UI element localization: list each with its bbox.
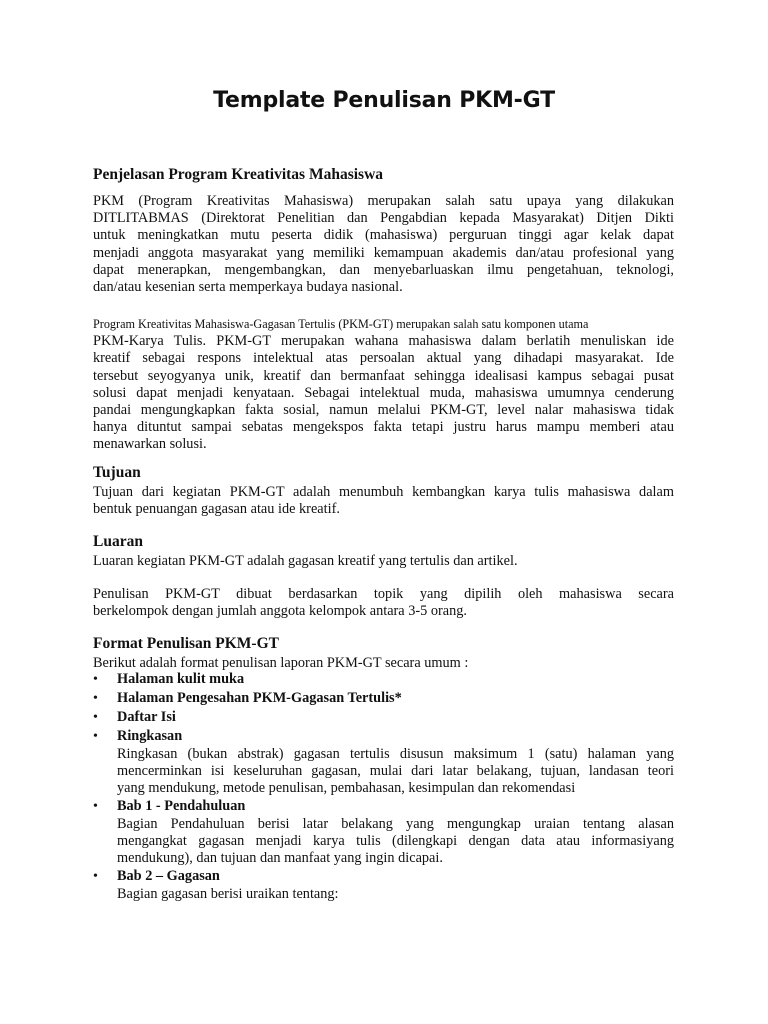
text-line: berkelompok dengan jumlah anggota kelompok antara 3-5 orang. xyxy=(93,603,467,620)
paragraph-tujuan xyxy=(93,484,674,518)
text-line: untuk meningkatkan mutu peserta didik (mahasiswa) perguruan tinggi agar kelak dapat xyxy=(93,227,674,244)
text-line: dapat menerapkan, mengembangkan, dan menyebarluaskan ilmu pengetahuan, teknologi, xyxy=(93,261,674,278)
list-item-description xyxy=(117,816,674,868)
text-line: kreatif sebagai respons intelektual atas persoalan aktual yang dihadapi masyarakat. Ide xyxy=(93,350,674,367)
bullet-icon: • xyxy=(93,691,98,706)
bullet-icon: • xyxy=(93,710,98,725)
bullet-icon: • xyxy=(93,729,98,744)
list-item-label: Bab 2 – Gagasan xyxy=(117,868,220,884)
paragraph-penulisan xyxy=(93,586,674,620)
text-line: tersebut seyogyanya unik, kreatif dan bermanfaat sehingga idealisasi kampus sebagai pusat xyxy=(93,367,674,384)
paragraph-pkm-gt-definition xyxy=(93,316,674,454)
list-item-description xyxy=(117,886,674,903)
text-line: solusi dapat menjadi kenyataan. Sebagai intelektual muda, mahasiswa umumnya cenderung xyxy=(93,384,674,401)
text-line: mendukung), dan tujuan dan manfaat yang ingin dicapai. xyxy=(117,850,443,867)
list-item-label: Daftar Isi xyxy=(117,709,176,725)
document-title: Template Penulisan PKM-GT xyxy=(213,88,555,113)
text-line: PKM (Program Kreativitas Mahasiswa) merupakan salah satu upaya yang dilakukan xyxy=(93,193,674,209)
section-heading-penjelasan: Penjelasan Program Kreativitas Mahasiswa xyxy=(93,166,384,183)
text-line: Ringkasan (bukan abstrak) gagasan tertulis disusun maksimum 1 (satu) halaman yang xyxy=(117,746,674,762)
section-heading-format: Format Penulisan PKM-GT xyxy=(93,635,279,652)
text-line: Penulisan PKM-GT dibuat berdasarkan topik yang dipilih oleh mahasiswa secara xyxy=(93,586,674,602)
text-line: PKM-Karya Tulis. PKM-GT merupakan wahana mahasiswa dalam berlatih menuliskan ide xyxy=(93,333,674,350)
section-heading-luaran: Luaran xyxy=(93,533,143,550)
paragraph-pkm-definition xyxy=(93,193,674,296)
text-line: DITLITABMAS (Direktorat Penelitian dan Pengabdian kepada Masyarakat) Ditjen Dikti xyxy=(93,210,674,227)
text-line: Bagian gagasan berisi uraikan tentang: xyxy=(117,886,339,902)
text-line: mengangkat gagasan menjadi karya tulis (dilengkapi dengan data atau informasiyang xyxy=(117,833,674,850)
text-line: mencerminkan isi keseluruhan gagasan, mulai dari latar belakang, tujuan, landasan teori xyxy=(117,763,674,780)
text-line: yang mendukung, metode penulisan, pembahasan, kesimpulan dan rekomendasi xyxy=(117,780,576,797)
bullet-icon: • xyxy=(93,869,98,884)
text-line: Berikut adalah format penulisan laporan PKM-GT secara umum : xyxy=(93,655,469,671)
bullet-icon: • xyxy=(93,672,98,687)
text-line: Tujuan dari kegiatan PKM-GT adalah menumbuh kembangkan karya tulis mahasiswa dalam xyxy=(93,484,674,500)
paragraph-format-intro xyxy=(93,655,674,672)
list-item-label: Bab 1 - Pendahuluan xyxy=(117,798,246,814)
text-line: Program Kreativitas Mahasiswa-Gagasan Tertulis (PKM-GT) merupakan salah satu komponen utama xyxy=(93,317,589,331)
bullet-icon: • xyxy=(93,799,98,814)
section-heading-tujuan: Tujuan xyxy=(93,464,141,481)
text-line: menjadi anggota masyarakat yang memiliki kemampuan akademis dan/atau profesional yang xyxy=(93,244,674,261)
text-line: Luaran kegiatan PKM-GT adalah gagasan kreatif yang tertulis dan artikel. xyxy=(93,553,518,569)
text-line: bentuk penuangan gagasan atau ide kreatif. xyxy=(93,501,340,518)
text-line: pandai mengungkapkan fakta sosial, namun melalui PKM-GT, level nalar mahasiswa tidak xyxy=(93,402,674,419)
list-item-label: Halaman Pengesahan PKM-Gagasan Tertulis* xyxy=(117,690,402,706)
text-line: Bagian Pendahuluan berisi latar belakang yang mengungkap uraian tentang alasan xyxy=(117,816,674,832)
text-line: menawarkan solusi. xyxy=(93,436,207,453)
list-item-label: Halaman kulit muka xyxy=(117,671,245,687)
list-item-label: Ringkasan xyxy=(117,728,183,744)
paragraph-luaran xyxy=(93,553,674,570)
list-item-description xyxy=(117,746,674,798)
text-line: dan/atau kesenian serta memperkaya budaya nasional. xyxy=(93,279,403,296)
text-line: hanya dituntut sampai sebatas mengekspos fakta tetapi justru harus mampu memberi atau xyxy=(93,419,674,436)
